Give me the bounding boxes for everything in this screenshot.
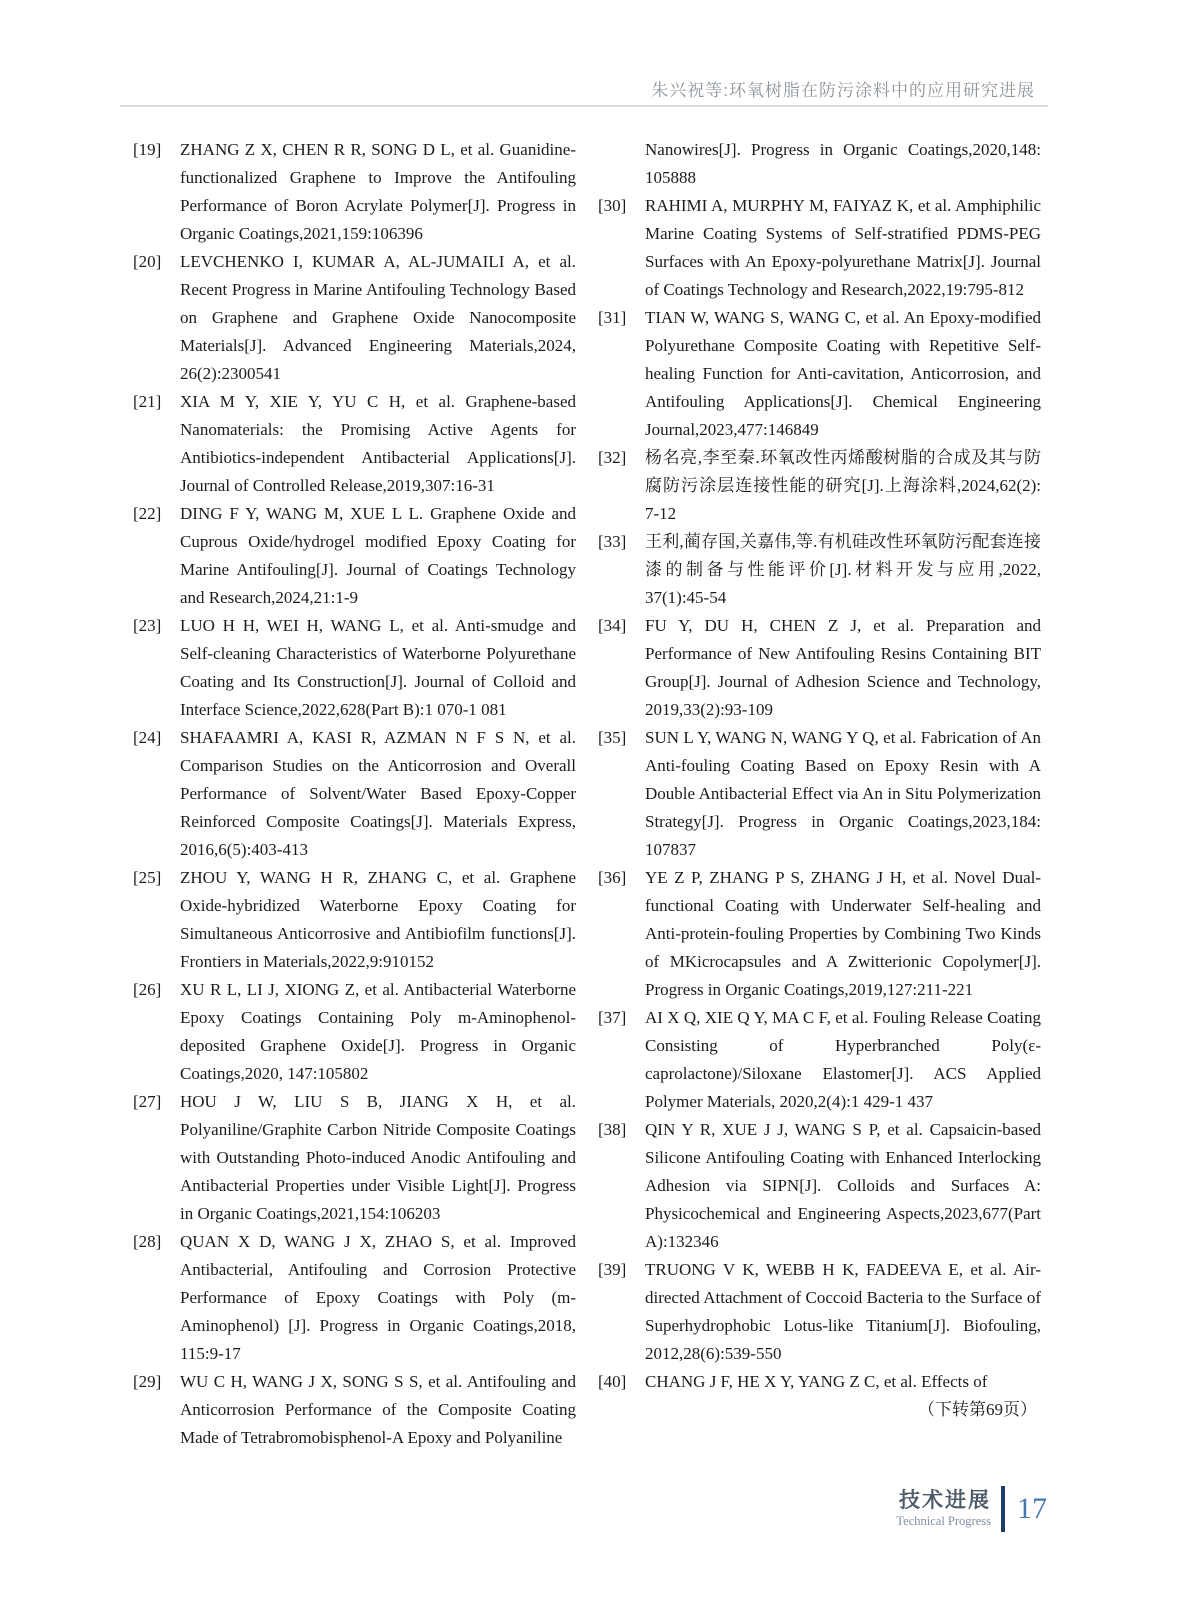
reference-number: [20]: [133, 252, 162, 271]
reference-text: DING F Y, WANG M, XUE L L. Graphene Oxide and Cuprous Oxide/hydrogel modified Epoxy Coating for Marine Antifouling[J]. Journal of Coatings Technology and Research,2024,21:1-9: [180, 504, 576, 607]
reference-text: SHAFAAMRI A, KASI R, AZMAN N F S N, et al. Comparison Studies on the Anticorrosion and Overall Performance of Solvent/Water Based Epoxy-Copper Reinforced Composite Coatings[J]. Materials Express, 2016,6(5):403-413: [180, 728, 576, 859]
reference-item: [598, 612, 1041, 724]
reference-number: [27]: [133, 1092, 162, 1111]
reference-text: WU C H, WANG J X, SONG S S, et al. Antifouling and Anticorrosion Performance of the Composite Coating Made of Tetrabromobisphenol-A Epoxy and Polyaniline: [180, 1372, 576, 1447]
reference-text: 王利,蔺存国,关嘉伟,等.有机硅改性环氧防污配套连接漆的制备与性能评价[J].材料开发与应用,2022, 37(1):45-54: [645, 532, 1041, 607]
reference-text: XU R L, LI J, XIONG Z, et al. Antibacterial Waterborne Epoxy Coatings Containing Poly m-Aminophenol-deposited Graphene Oxide[J]. Progress in Organic Coatings,2020, 147:105802: [180, 980, 576, 1083]
reference-number: [30]: [598, 196, 627, 215]
reference-text: TIAN W, WANG S, WANG C, et al. An Epoxy-modified Polyurethane Composite Coating with Repetitive Self-healing Function for Anti-cavitation, Anticorrosion, and Antifouling Applications[J]. Chemical Engineering Journal,2023,477:146849: [645, 308, 1041, 439]
reference-number: [35]: [598, 728, 627, 747]
reference-number: [22]: [133, 504, 162, 523]
reference-number: [24]: [133, 728, 162, 747]
reference-number: [34]: [598, 616, 627, 635]
reference-item: [133, 388, 576, 500]
reference-text: LEVCHENKO I, KUMAR A, AL-JUMAILI A, et al. Recent Progress in Marine Antifouling Technology Based on Graphene and Graphene Oxide Nanocomposite Materials[J]. Advanced Engineering Materials,2024, 26(2):2300541: [180, 252, 576, 383]
reference-number: [23]: [133, 616, 162, 635]
reference-item: [133, 1368, 576, 1452]
reference-number: [32]: [598, 448, 627, 467]
reference-number: [19]: [133, 140, 162, 159]
reference-item: [133, 1228, 576, 1368]
reference-number: [29]: [133, 1372, 162, 1391]
reference-item: [598, 864, 1041, 1004]
reference-text: SUN L Y, WANG N, WANG Y Q, et al. Fabrication of An Anti-fouling Coating Based on Epoxy Resin with A Double Antibacterial Effect via An in Situ Polymerization Strategy[J]. Progress in Organic Coatings,2023,184: 107837: [645, 728, 1041, 859]
running-head: 朱兴祝等:环氧树脂在防污涂料中的应用研究进展: [651, 81, 1035, 100]
reference-item: [598, 1116, 1041, 1256]
reference-item: [133, 136, 576, 248]
reference-item: [598, 192, 1041, 304]
page-number: 17: [1017, 1492, 1047, 1525]
reference-item: [598, 444, 1041, 528]
reference-text: LUO H H, WEI H, WANG L, et al. Anti-smudge and Self-cleaning Characteristics of Waterborne Polyurethane Coating and Its Construction[J]. Journal of Colloid and Interface Science,2022,628(Part B):1 070-1 081: [180, 616, 576, 719]
reference-number: [28]: [133, 1232, 162, 1251]
reference-text: AI X Q, XIE Q Y, MA C F, et al. Fouling Release Coating Consisting of Hyperbranched Poly(ε-caprolactone)/Siloxane Elastomer[J]. ACS Applied Polymer Materials, 2020,2(4):1 429-1 437: [645, 1008, 1041, 1111]
reference-text: Nanowires[J]. Progress in Organic Coatings,2020,148: 105888: [645, 140, 1041, 187]
reference-text: TRUONG V K, WEBB H K, FADEEVA E, et al. Air-directed Attachment of Coccoid Bacteria to the Surface of Superhydrophobic Lotus-like Titanium[J]. Biofouling, 2012,28(6):539-550: [645, 1260, 1041, 1363]
reference-text: 杨名亮,李至秦.环氧改性丙烯酸树脂的合成及其与防腐防污涂层连接性能的研究[J].上海涂料,2024,62(2): 7-12: [645, 448, 1041, 523]
footer-divider-bar: [1001, 1486, 1005, 1532]
reference-item: [598, 1368, 1041, 1396]
reference-item: [598, 724, 1041, 864]
reference-text: CHANG J F, HE X Y, YANG Z C, et al. Effects of: [645, 1372, 988, 1391]
reference-text: QIN Y R, XUE J J, WANG S P, et al. Capsaicin-based Silicone Antifouling Coating with Enhanced Interlocking Adhesion via SIPN[J]. Colloids and Surfaces A: Physicochemical and Engineering Aspects,2023,677(Part A):132346: [645, 1120, 1041, 1251]
page-footer: [896, 1486, 1047, 1532]
reference-item: [133, 612, 576, 724]
reference-text: YE Z P, ZHANG P S, ZHANG J H, et al. Novel Dual-functional Coating with Underwater Self-healing and Anti-protein-fouling Properties by Combining Two Kinds of MKicrocapsules and A Zwitterionic Copolymer[J]. Progress in Organic Coatings,2019,127:211-221: [645, 868, 1041, 999]
reference-text: HOU J W, LIU S B, JIANG X H, et al. Polyaniline/Graphite Carbon Nitride Composite Coatings with Outstanding Photo-induced Anodic Antifouling and Antibacterial Properties under Visible Light[J]. Progress in Organic Coatings,2021,154:106203: [180, 1092, 576, 1223]
reference-item: [133, 248, 576, 388]
reference-item: [598, 1004, 1041, 1116]
reference-number: [26]: [133, 980, 162, 999]
reference-number: [25]: [133, 868, 162, 887]
reference-text: ZHANG Z X, CHEN R R, SONG D L, et al. Guanidine-functionalized Graphene to Improve the Antifouling Performance of Boron Acrylate Polymer[J]. Progress in Organic Coatings,2021,159:106396: [180, 140, 576, 243]
reference-number: [39]: [598, 1260, 627, 1279]
references-column-right: [598, 136, 1041, 1424]
reference-number: [37]: [598, 1008, 627, 1027]
reference-number: [33]: [598, 532, 627, 551]
references-column-left: [133, 136, 576, 1452]
reference-text: QUAN X D, WANG J X, ZHAO S, et al. Improved Antibacterial, Antifouling and Corrosion Protective Performance of Epoxy Coatings with Poly (m-Aminophenol) [J]. Progress in Organic Coatings,2018, 115:9-17: [180, 1232, 576, 1363]
reference-item: [598, 1256, 1041, 1368]
reference-item: [133, 500, 576, 612]
footer-section-zh: 技术进展: [899, 1489, 991, 1512]
reference-number: [21]: [133, 392, 162, 411]
reference-item: [133, 1088, 576, 1228]
reference-item: [133, 724, 576, 864]
reference-continuation: [598, 136, 1041, 192]
reference-number: [40]: [598, 1372, 627, 1391]
reference-number: [36]: [598, 868, 627, 887]
header-rule: [120, 105, 1048, 107]
reference-number: [38]: [598, 1120, 627, 1139]
reference-item: [598, 304, 1041, 444]
reference-item: [598, 528, 1041, 612]
reference-text: XIA M Y, XIE Y, YU C H, et al. Graphene-based Nanomaterials: the Promising Active Agents for Antibiotics-independent Antibacterial Applications[J]. Journal of Controlled Release,2019,307:16-31: [180, 392, 576, 495]
reference-item: [133, 864, 576, 976]
footer-section-labels: [896, 1489, 991, 1529]
footer-section-en: Technical Progress: [896, 1514, 991, 1528]
reference-item: [133, 976, 576, 1088]
continued-on-page-note: （下转第69页）: [918, 1400, 1037, 1419]
reference-text: ZHOU Y, WANG H R, ZHANG C, et al. Graphene Oxide-hybridized Waterborne Epoxy Coating for Simultaneous Anticorrosive and Antibiofilm functions[J]. Frontiers in Materials,2022,9:910152: [180, 868, 576, 971]
reference-text: FU Y, DU H, CHEN Z J, et al. Preparation and Performance of New Antifouling Resins Containing BIT Group[J]. Journal of Adhesion Science and Technology, 2019,33(2):93-109: [645, 616, 1041, 719]
reference-text: RAHIMI A, MURPHY M, FAIYAZ K, et al. Amphiphilic Marine Coating Systems of Self-stratified PDMS-PEG Surfaces with An Epoxy-polyurethane Matrix[J]. Journal of Coatings Technology and Research,2022,19:795-812: [645, 196, 1041, 299]
reference-number: [31]: [598, 308, 627, 327]
